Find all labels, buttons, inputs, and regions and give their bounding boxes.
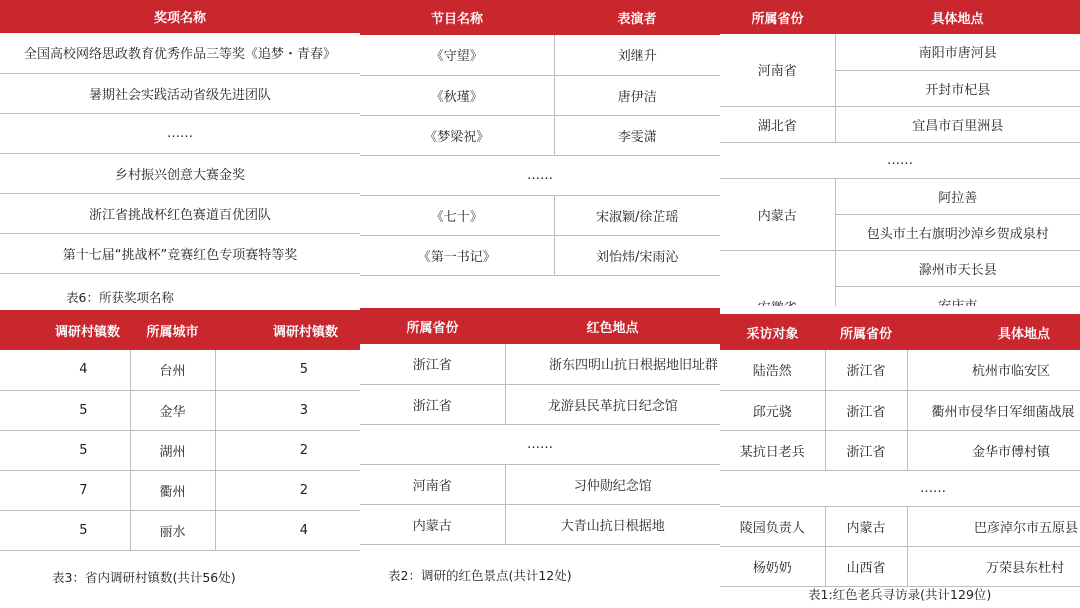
interviewee-cell: 陵园负责人 — [720, 506, 825, 546]
award-item: 第十七届“挑战杯”竞赛红色专项赛特等奖 — [0, 233, 360, 273]
province-header: 所属省份 — [360, 308, 505, 344]
red-site-cell: 习仲勋纪念馆 — [505, 464, 720, 504]
location-ellipsis: …… — [720, 142, 1080, 178]
city-cell: 台州 — [130, 350, 215, 390]
count-cell: 3 — [215, 390, 360, 430]
interviewee-cell: 某抗日老兵 — [720, 430, 825, 470]
interviewee-cell: 邱元骁 — [720, 390, 825, 430]
count-cell: 2 — [215, 430, 360, 470]
program-name: 《秋瑾》 — [360, 75, 554, 115]
city-header: 所属城市 — [130, 310, 215, 350]
village-count-table — [0, 310, 360, 551]
red-sites-caption: 表2：调研的红色景点(共计12处) — [388, 568, 572, 583]
province-location-panel — [720, 0, 1080, 303]
red-sites-ellipsis: …… — [360, 424, 720, 464]
program-name: 《第一书记》 — [360, 235, 554, 275]
red-site-cell: 龙游县民革抗日纪念馆 — [505, 384, 720, 424]
village-count-header: 调研村镇数 — [0, 310, 130, 350]
award-item: 暑期社会实践活动省级先进团队 — [0, 73, 360, 113]
red-sites-panel — [360, 306, 720, 608]
location-cell: 南阳市唐河县 — [835, 34, 1080, 70]
province-location-table — [720, 0, 1080, 323]
city-cell: 金华 — [130, 390, 215, 430]
program-ellipsis: …… — [360, 155, 720, 195]
province-cell: 山西省 — [825, 546, 907, 586]
veteran-interviews-table — [720, 314, 1080, 587]
awards-table — [0, 0, 360, 274]
location-cell: 阿拉善 — [835, 178, 1080, 214]
location-cell: 滁州市天长县 — [835, 250, 1080, 286]
count-cell: 5 — [0, 430, 130, 470]
province-cell: 内蒙古 — [825, 506, 907, 546]
count-cell: 5 — [0, 510, 130, 550]
award-item: 全国高校网络思政教育优秀作品三等奖《追梦・青春》 — [0, 33, 360, 73]
province-cell: 河南省 — [360, 464, 505, 504]
award-item: 浙江省挑战杯红色赛道百优团队 — [0, 193, 360, 233]
program-name: 《守望》 — [360, 35, 554, 75]
red-sites-table — [360, 308, 720, 545]
province-cell: 浙江省 — [825, 430, 907, 470]
awards-caption: 表6：所获奖项名称 — [66, 290, 174, 305]
interviewee-header: 采访对象 — [720, 314, 825, 350]
performer: 刘怡炜/宋雨沁 — [554, 235, 720, 275]
interviewee-cell: 杨奶奶 — [720, 546, 825, 586]
city-cell: 丽水 — [130, 510, 215, 550]
city-cell: 衢州 — [130, 470, 215, 510]
red-site-cell: 浙东四明山抗日根据地旧址群 — [505, 344, 720, 384]
performer: 李雯潇 — [554, 115, 720, 155]
performer: 唐伊洁 — [554, 75, 720, 115]
count-cell: 5 — [215, 350, 360, 390]
province-header: 所属省份 — [825, 314, 907, 350]
red-site-header: 红色地点 — [505, 308, 720, 344]
location-cell: 包头市土右旗明沙淖乡贺成泉村 — [835, 214, 1080, 250]
province-cell: 浙江省 — [360, 344, 505, 384]
province-cell: 湖北省 — [720, 106, 835, 142]
village-count-header: 调研村镇数 — [215, 310, 360, 350]
awards-header: 奖项名称 — [0, 0, 360, 33]
program-table-panel — [360, 0, 720, 306]
performer: 宋淑颖/徐芷瑶 — [554, 195, 720, 235]
performer-header: 表演者 — [554, 0, 720, 35]
awards-table-panel — [0, 0, 360, 306]
province-header: 所属省份 — [720, 0, 835, 34]
location-cell: 开封市杞县 — [835, 70, 1080, 106]
location-cell: 宜昌市百里洲县 — [835, 106, 1080, 142]
village-count-caption: 表3：省内调研村镇数(共计56处) — [52, 570, 236, 585]
location-cell: 衢州市侵华日军细菌战展 — [907, 390, 1080, 430]
province-cell: 浙江省 — [825, 350, 907, 390]
location-header: 具体地点 — [835, 0, 1080, 34]
location-cell: 金华市傅村镇 — [907, 430, 1080, 470]
veteran-interviews-panel — [720, 306, 1080, 608]
count-cell: 4 — [215, 510, 360, 550]
province-cell: 浙江省 — [360, 384, 505, 424]
province-cell: 内蒙古 — [360, 504, 505, 544]
red-site-cell: 大青山抗日根据地 — [505, 504, 720, 544]
count-cell: 2 — [215, 470, 360, 510]
interviewee-cell: 陆浩然 — [720, 350, 825, 390]
count-cell: 4 — [0, 350, 130, 390]
location-cell: 万荣县东杜村 — [907, 546, 1080, 586]
program-name: 《七十》 — [360, 195, 554, 235]
program-name-header: 节目名称 — [360, 0, 554, 35]
veteran-interviews-caption: 表1:红色老兵寻访录(共计129位) — [808, 587, 992, 602]
location-header: 具体地点 — [907, 314, 1080, 350]
province-cell: 浙江省 — [825, 390, 907, 430]
program-table — [360, 0, 720, 276]
count-cell: 7 — [0, 470, 130, 510]
province-cell: 内蒙古 — [720, 178, 835, 250]
program-name: 《梦梁祝》 — [360, 115, 554, 155]
award-item: 乡村振兴创意大赛金奖 — [0, 153, 360, 193]
count-cell: 5 — [0, 390, 130, 430]
interviews-ellipsis: …… — [720, 470, 1080, 506]
award-item: …… — [0, 113, 360, 153]
location-cell: 杭州市临安区 — [907, 350, 1080, 390]
performer: 刘继升 — [554, 35, 720, 75]
location-cell: 巴彦淖尔市五原县 — [907, 506, 1080, 546]
province-cell: 河南省 — [720, 34, 835, 106]
city-cell: 湖州 — [130, 430, 215, 470]
village-count-panel — [0, 306, 360, 608]
